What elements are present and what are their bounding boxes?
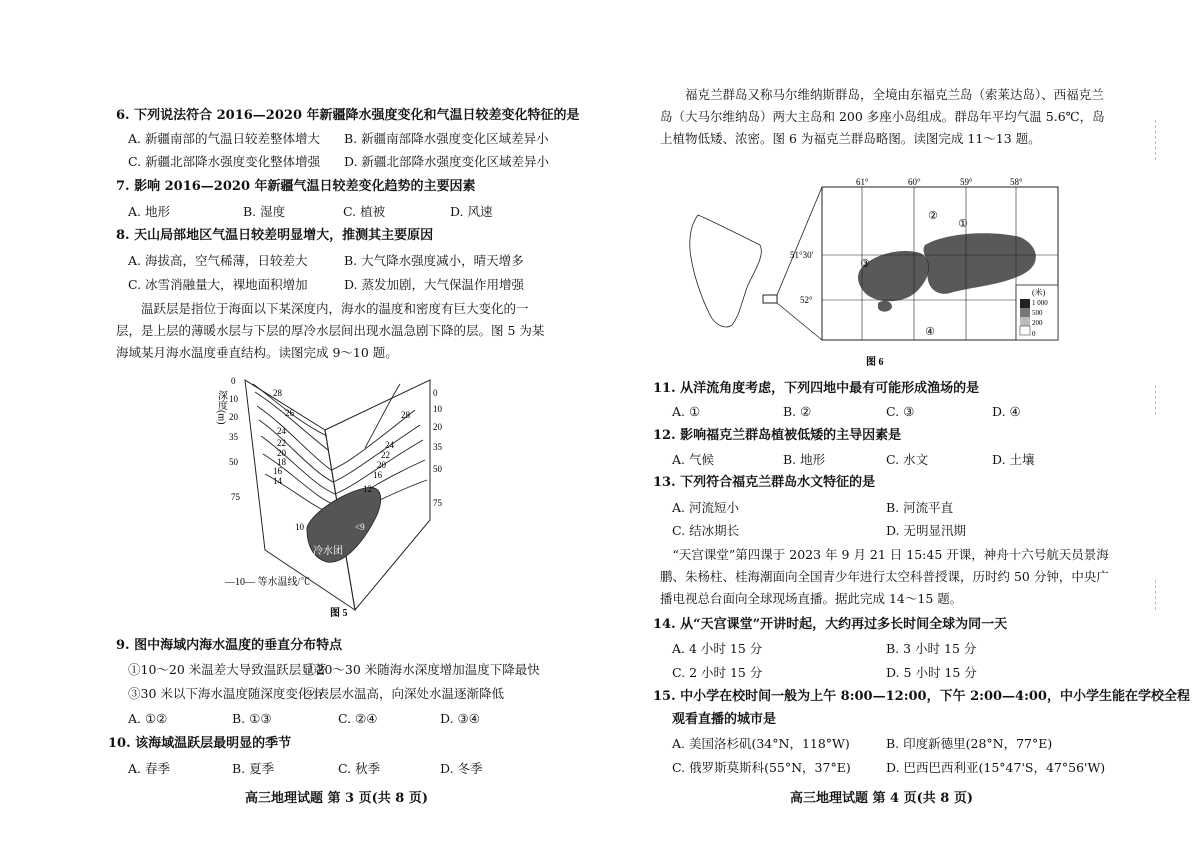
question-6-stem: 6. 下列说法符合 2016—2020 年新疆降水强度变化和气温日较差变化特征的是 <box>116 108 580 123</box>
fig6-lon-label: 60° <box>908 177 921 187</box>
q11-option-d[interactable]: D. ④ <box>992 404 1021 419</box>
q9-statement-3: ③30 米以下海水温度随深度变化小 <box>128 686 323 701</box>
figure-5 <box>215 370 465 625</box>
fig5-tick: 0 <box>433 388 438 398</box>
fig5-tick: 20 <box>229 412 238 422</box>
fig5-iso-label: 18 <box>277 457 286 467</box>
q10-option-a[interactable]: A. 春季 <box>128 761 170 776</box>
fig5-iso-label: 28 <box>401 410 410 420</box>
fig6-legend-title: (米) <box>1032 288 1046 297</box>
intro-9-10: 温跃层是指位于海面以下某深度内，海水的温度和密度有巨大变化的一层，是上层的薄暖水层与下层的厚冷水层间出现水温急剧下降的层。图 5 为某海域某月海水温度垂直结构。读图完成 9～10 题。 <box>116 301 545 360</box>
q10-option-d[interactable]: D. 冬季 <box>440 761 483 776</box>
q15-option-a[interactable]: A. 美国洛杉矶(34°N，118°W) <box>672 736 850 751</box>
fig6-lat-label: 52° <box>800 295 813 305</box>
question-11-stem: 11. 从洋流角度考虑，下列四地中最有可能形成渔场的是 <box>653 381 980 396</box>
q14-option-c[interactable]: C. 2 小时 15 分 <box>672 665 763 680</box>
question-15-stem-cont: 观看直播的城市是 <box>672 712 777 727</box>
q6-option-c[interactable]: C. 新疆北部降水强度变化整体增强 <box>128 154 321 169</box>
q9-statement-2: ②20～30 米随海水深度增加温度下降最快 <box>304 662 540 677</box>
q13-option-c[interactable]: C. 结冰期长 <box>672 523 740 538</box>
fig6-marker-3: ③ <box>860 257 870 270</box>
q13-option-d[interactable]: D. 无明显汛期 <box>886 523 967 538</box>
fig6-lat-label: 51°30' <box>790 250 814 260</box>
fig5-cold-mass-label: 冷水团 <box>313 546 343 557</box>
q15-option-d[interactable]: D. 巴西巴西利亚(15°47'S，47°56'W) <box>886 760 1106 775</box>
fig5-iso-label: 24 <box>277 426 286 436</box>
q9-option-d[interactable]: D. ③④ <box>440 711 480 726</box>
q7-option-d[interactable]: D. 风速 <box>450 204 493 219</box>
q13-option-b[interactable]: B. 河流平直 <box>886 500 954 515</box>
fig5-iso-label: 20 <box>377 460 386 470</box>
fig6-lon-label: 59° <box>960 177 973 187</box>
q6-option-a[interactable]: A. 新疆南部的气温日较差整体增大 <box>128 131 320 146</box>
q7-option-c[interactable]: C. 植被 <box>343 204 386 219</box>
fig6-locator-line <box>777 303 822 340</box>
q13-option-a[interactable]: A. 河流短小 <box>672 500 739 515</box>
q8-option-d[interactable]: D. 蒸发加剧，大气保温作用增强 <box>344 277 525 292</box>
fig5-ylabel: 深度(m) <box>215 390 227 425</box>
right-page-footer: 高三地理试题 第 4 页(共 8 页) <box>790 791 974 806</box>
fig6-legend-swatch <box>1020 326 1030 335</box>
fig5-iso-label: 22 <box>381 450 390 460</box>
left-page-footer: 高三地理试题 第 3 页(共 8 页) <box>245 791 429 806</box>
fig5-iso-label: 28 <box>273 388 282 398</box>
fig5-tick: 75 <box>231 492 240 502</box>
fig5-iso-label: 12 <box>363 484 372 494</box>
fig5-tick: 10 <box>433 404 442 414</box>
q11-option-c[interactable]: C. ③ <box>886 404 915 419</box>
fig5-tick: 0 <box>231 376 236 386</box>
q11-option-a[interactable]: A. ① <box>672 404 701 419</box>
q9-option-a[interactable]: A. ①② <box>128 711 168 726</box>
q12-option-b[interactable]: B. 地形 <box>783 452 826 467</box>
q12-option-d[interactable]: D. 土壤 <box>992 452 1035 467</box>
fig5-iso-label: 14 <box>273 476 282 486</box>
fig5-iso-label: 26 <box>285 408 294 418</box>
q14-option-d[interactable]: D. 5 小时 15 分 <box>886 665 977 680</box>
question-8-stem: 8. 天山局部地区气温日较差明显增大，推测其主要原因 <box>116 228 434 243</box>
fig5-iso-label: 22 <box>277 438 286 448</box>
fig5-iso-label: 16 <box>373 470 382 480</box>
q9-statement-1: ①10～20 米温差大导致温跃层显著 <box>128 662 327 677</box>
fig6-legend-value: 200 <box>1032 319 1043 327</box>
scan-mark <box>1155 580 1156 610</box>
fig5-iso-label: 20 <box>277 448 286 458</box>
question-7-stem: 7. 影响 2016—2020 年新疆气温日较差变化趋势的主要因素 <box>116 179 476 194</box>
fig5-tick: 10 <box>229 394 238 404</box>
fig6-lon-label: 58° <box>1010 177 1023 187</box>
q10-option-c[interactable]: C. 秋季 <box>338 761 381 776</box>
q12-option-c[interactable]: C. 水文 <box>886 452 929 467</box>
fig5-legend: —10— 等水温线/℃ <box>225 577 311 588</box>
q6-option-d[interactable]: D. 新疆北部降水强度变化区域差异小 <box>344 154 550 169</box>
q11-option-b[interactable]: B. ② <box>783 404 812 419</box>
fig5-tick: 20 <box>433 422 442 432</box>
q9-option-c[interactable]: C. ②④ <box>338 711 378 726</box>
fig5-isotherm <box>255 392 328 450</box>
fig6-legend-value: 0 <box>1032 330 1036 338</box>
fig5-caption: 图 5 <box>330 608 348 619</box>
fig5-iso-label: 10 <box>295 522 304 532</box>
question-9-stem: 9. 图中海域内海水温度的垂直分布特点 <box>116 638 343 653</box>
fig6-lon-label: 61° <box>856 177 869 187</box>
q6-option-b[interactable]: B. 新疆南部降水强度变化区域差异小 <box>344 131 549 146</box>
question-13-stem: 13. 下列符合福克兰群岛水文特征的是 <box>653 475 876 490</box>
question-15-stem: 15. 中小学在校时间一般为上午 8:00—12:00，下午 2:00—4:00，中小学生能在学校全程 <box>653 689 1190 704</box>
fig5-tick: 35 <box>229 432 238 442</box>
fig6-locator-line <box>777 187 822 295</box>
fig6-legend-swatch <box>1020 299 1030 308</box>
q8-option-c[interactable]: C. 冰雪消融量大，裸地面积增加 <box>128 277 308 292</box>
intro-11-13: 福克兰群岛又称马尔维纳斯群岛，全境由东福克兰岛（索莱达岛）、西福克兰岛（大马尔维纳岛）两大主岛和 200 多座小岛组成。群岛年平均气温 5.6℃，岛上植物低矮、浓密。图 6 为福克兰群岛略图。读图完成 11～13 题。 <box>660 87 1105 146</box>
question-10-stem: 10. 该海域温跃层最明显的季节 <box>108 736 292 751</box>
fig6-marker-1: ① <box>958 217 968 230</box>
q8-option-a[interactable]: A. 海拔高，空气稀薄，日较差大 <box>128 253 308 268</box>
intro-14-15: “天宫课堂”第四课于 2023 年 9 月 21 日 15:45 开课，神舟十六号航天员景海鹏、朱杨柱、桂海潮面向全国青少年进行太空科普授课，历时约 50 分钟，中央广播电视总台面向全球现场直播。据此完成 14～15 题。 <box>660 547 1109 606</box>
fig6-locator-box <box>763 295 777 303</box>
fig6-caption: 图 6 <box>866 357 884 368</box>
q9-option-b[interactable]: B. ①③ <box>232 711 272 726</box>
q7-option-b[interactable]: B. 湿度 <box>243 204 286 219</box>
figure-6 <box>670 175 1080 370</box>
fig5-tick: 35 <box>433 442 442 452</box>
fig6-south-america-outline <box>690 215 762 327</box>
fig5-iso-label: 24 <box>385 440 394 450</box>
fig6-legend-swatch <box>1020 317 1030 326</box>
q14-option-a[interactable]: A. 4 小时 15 分 <box>672 641 763 656</box>
q15-option-b[interactable]: B. 印度新德里(28°N，77°E) <box>886 736 1053 751</box>
fig5-left-panel <box>245 380 355 610</box>
fig5-isotherm <box>365 384 400 448</box>
fig6-legend-value: 500 <box>1032 309 1043 317</box>
fig6-legend-value: 1 000 <box>1032 299 1048 307</box>
q14-option-b[interactable]: B. 3 小时 15 分 <box>886 641 977 656</box>
fig5-tick: 50 <box>433 464 442 474</box>
q7-option-a[interactable]: A. 地形 <box>128 204 170 219</box>
fig5-tick: 75 <box>433 498 442 508</box>
q12-option-a[interactable]: A. 气候 <box>672 452 714 467</box>
scan-mark <box>1155 120 1156 160</box>
q8-option-b[interactable]: B. 大气降水强度减小，晴天增多 <box>344 253 524 268</box>
question-14-stem: 14. 从“天宫课堂”开讲时起，大约再过多长时间全球为同一天 <box>653 617 1008 632</box>
scan-mark <box>1155 385 1156 415</box>
q9-statement-4: ④表层水温高，向深处水温逐渐降低 <box>304 686 505 701</box>
q10-option-b[interactable]: B. 夏季 <box>232 761 275 776</box>
fig5-iso-label: <9 <box>355 522 365 532</box>
fig5-left-ticks <box>229 376 241 502</box>
q15-option-c[interactable]: C. 俄罗斯莫斯科(55°N，37°E) <box>672 760 851 775</box>
fig5-iso-label: 16 <box>273 466 282 476</box>
fig6-marker-2: ② <box>928 209 938 222</box>
question-12-stem: 12. 影响福克兰群岛植被低矮的主导因素是 <box>653 428 902 443</box>
fig6-legend-swatch <box>1020 308 1030 317</box>
fig6-marker-4: ④ <box>925 325 935 338</box>
fig5-right-ticks <box>433 388 443 508</box>
fig5-tick: 50 <box>229 457 238 467</box>
